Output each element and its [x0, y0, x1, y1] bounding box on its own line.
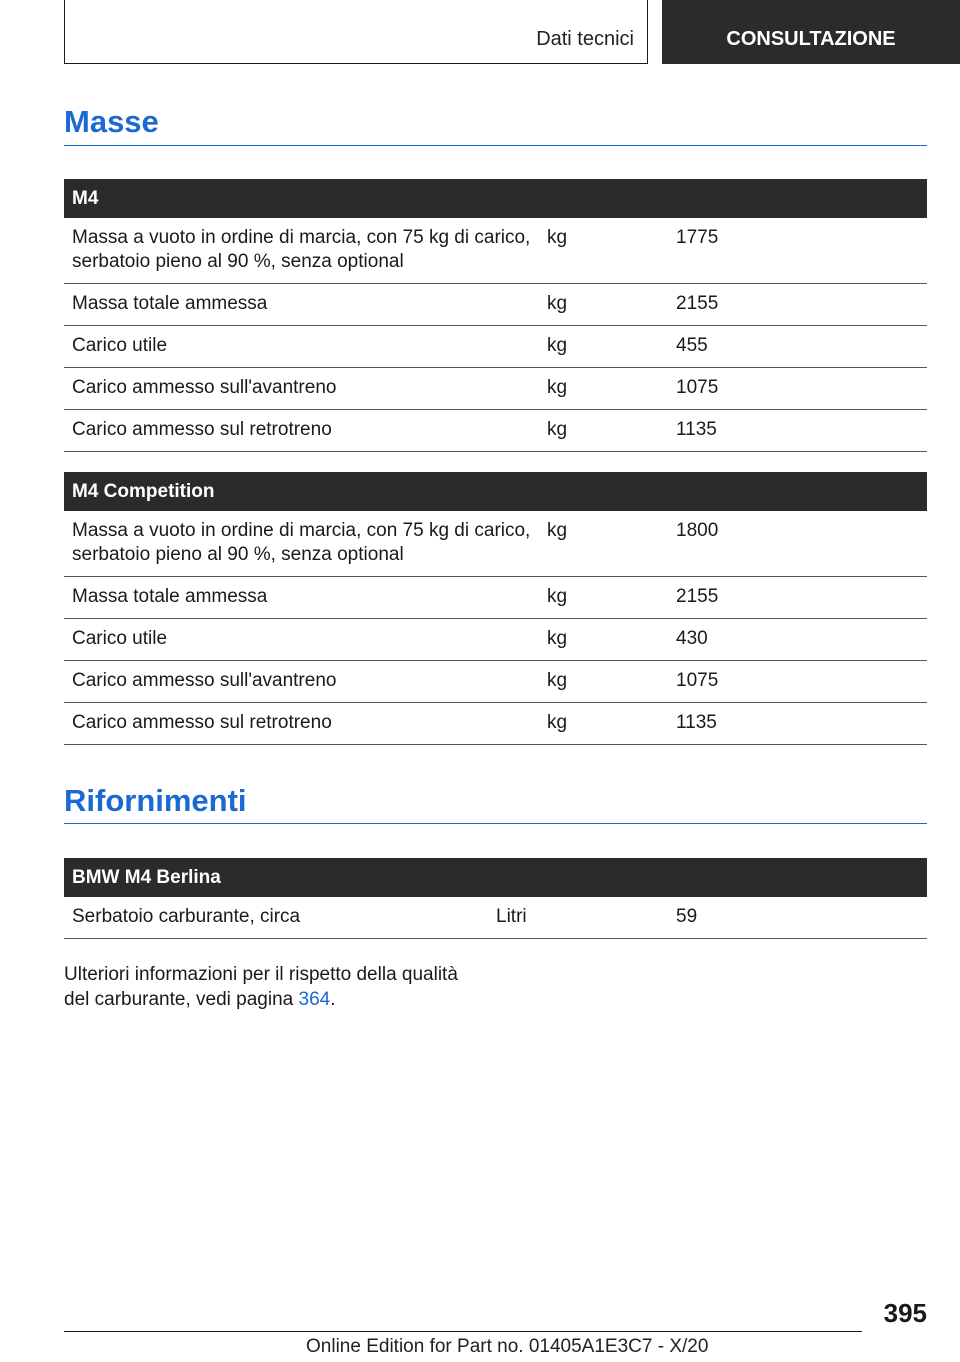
table-row [64, 410, 927, 452]
row-unit: kg [539, 577, 668, 619]
row-value: 59 [668, 897, 927, 939]
row-value: 1075 [668, 368, 927, 410]
note-text-end: . [330, 989, 336, 1010]
row-unit: kg [539, 284, 668, 326]
table-heading: BMW M4 Berlina [64, 858, 927, 897]
row-label: Carico ammesso sull'avantreno [64, 661, 539, 703]
note-text: Ulteriori informazioni per il rispetto della qualità del carburante, vedi pagina [64, 964, 458, 1010]
table-row [64, 284, 927, 326]
row-value: 1075 [668, 661, 927, 703]
row-label: Massa totale ammessa [64, 577, 539, 619]
row-value: 1135 [668, 410, 927, 452]
row-unit: Litri [488, 897, 668, 939]
row-unit: kg [539, 511, 668, 577]
row-unit: kg [539, 218, 668, 284]
rifornimenti-title-rule [64, 823, 927, 824]
row-value: 1775 [668, 218, 927, 284]
table-row [64, 577, 927, 619]
table-heading: M4 [64, 179, 927, 218]
table-row [64, 218, 927, 284]
table-row [64, 511, 927, 577]
row-value: 1800 [668, 511, 927, 577]
rifornimenti-table [64, 858, 927, 939]
row-unit: kg [539, 661, 668, 703]
header-chapter-tab[interactable]: CONSULTAZIONE [662, 0, 960, 64]
row-value: 430 [668, 619, 927, 661]
header-section-title: Dati tecnici [536, 28, 634, 50]
masse-title-rule [64, 145, 927, 146]
row-label: Carico ammesso sull'avantreno [64, 368, 539, 410]
fuel-quality-note [64, 962, 484, 1012]
masse-table-m4-competition [64, 472, 927, 745]
row-unit: kg [539, 619, 668, 661]
row-unit: kg [539, 703, 668, 745]
footer-edition: Online Edition for Part no. 01405A1E3C7 - X/20 [306, 1336, 709, 1357]
table-row [64, 897, 927, 939]
table-row [64, 703, 927, 745]
row-label: Carico ammesso sul retrotreno [64, 703, 539, 745]
row-value: 1135 [668, 703, 927, 745]
footer-rule [64, 1331, 862, 1332]
masse-table-m4 [64, 179, 927, 452]
table-row [64, 661, 927, 703]
row-value: 455 [668, 326, 927, 368]
row-label: Carico ammesso sul retrotreno [64, 410, 539, 452]
row-label: Carico utile [64, 326, 539, 368]
row-unit: kg [539, 410, 668, 452]
rifornimenti-title: Rifornimenti [64, 783, 247, 818]
page-number: 395 [883, 1298, 927, 1328]
row-label: Serbatoio carburante, circa [64, 897, 488, 939]
table-row [64, 326, 927, 368]
page-reference-link[interactable]: 364 [298, 989, 331, 1010]
row-unit: kg [539, 368, 668, 410]
table-row [64, 368, 927, 410]
masse-title: Masse [64, 104, 159, 139]
row-label: Massa a vuoto in ordine di marcia, con 75 kg di carico, serbatoio pieno al 90 %, senza optional [64, 511, 539, 577]
row-value: 2155 [668, 577, 927, 619]
table-row [64, 619, 927, 661]
row-value: 2155 [668, 284, 927, 326]
row-label: Massa a vuoto in ordine di marcia, con 75 kg di carico, serbatoio pieno al 90 %, senza optional [64, 218, 539, 284]
row-label: Carico utile [64, 619, 539, 661]
table-heading: M4 Competition [64, 472, 927, 511]
row-label: Massa totale ammessa [64, 284, 539, 326]
row-unit: kg [539, 326, 668, 368]
